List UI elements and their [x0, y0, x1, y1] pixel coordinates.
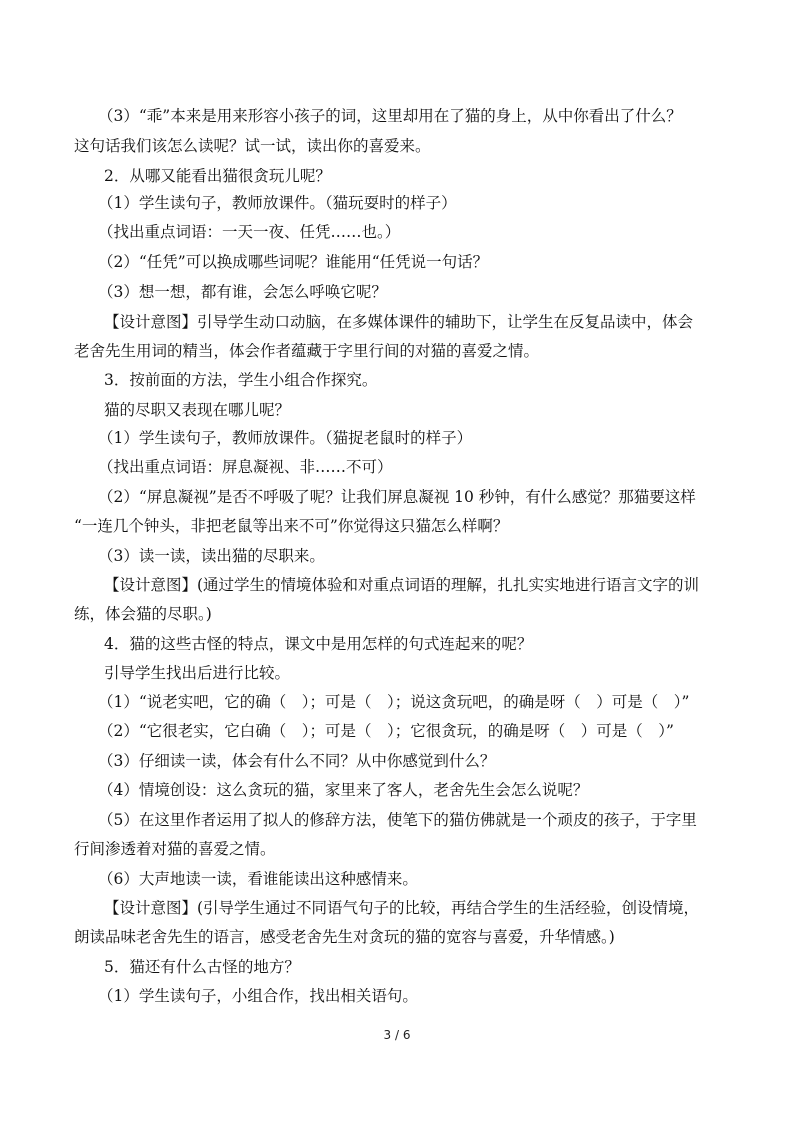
- text-line: 【设计意图】(引导学生通过不同语气句子的比较，再结合学生的生活经验，创设情境，: [104, 899, 700, 917]
- text-line: （3）想一想，都有谁，会怎么呼唤它呢？: [98, 283, 387, 301]
- text-line: 这句话我们该怎么读呢？试一试，读出你的喜爱来。: [74, 137, 431, 155]
- text-line: “一连几个钟头，非把老鼠等出来不可”你觉得这只猫怎么样啊？: [74, 517, 509, 535]
- text-line: 3．按前面的方法，学生小组合作探究。: [104, 371, 378, 389]
- text-line: 【设计意图】引导学生动口动脑，在多媒体课件的辅助下，让学生在反复品读中，体会: [104, 313, 694, 331]
- text-line: （1）“说老实吧，它的确（ ）；可是（ ）；说这贪玩吧，的确是呀（ ）可是（ ）”: [98, 693, 690, 711]
- text-line: 朗读品味老舍先生的语言，感受老舍先生对贪玩的猫的宽容与喜爱，升华情感。): [74, 928, 615, 946]
- text-line: 猫的尽职又表现在哪儿呢？: [104, 401, 291, 419]
- text-line: （找出重点词语：屏息凝视、非……不可）: [98, 458, 393, 476]
- text-line: （1）学生读句子，教师放课件。（猫玩耍时的样子）: [98, 194, 457, 212]
- text-line: 【设计意图】(通过学生的情境体验和对重点词语的理解，扎扎实实地进行语言文字的训: [104, 576, 700, 594]
- text-line: （3）读一读，读出猫的尽职来。: [98, 547, 325, 565]
- text-line: （2）“屏息凝视”是否不呼吸了呢？让我们屏息凝视 10 秒钟，有什么感觉？那猫要这样: [98, 488, 696, 506]
- text-line: 练，体会猫的尽职。): [74, 605, 212, 623]
- text-line: （2）“任凭”可以换成哪些词呢？谁能用“任凭说一句话？: [98, 253, 489, 271]
- text-line: （6）大声地读一读，看谁能读出这种感情来。: [98, 870, 418, 888]
- text-line: （3）“乖”本来是用来形容小孩子的词，这里却用在了猫的身上，从中你看出了什么？: [98, 107, 682, 125]
- text-line: （1）学生读句子，教师放课件。（猫捉老鼠时的样子）: [98, 429, 473, 447]
- text-line: 行间渗透着对猫的喜爱之情。: [74, 840, 276, 858]
- text-line: （1）学生读句子，小组合作，找出相关语句。: [98, 987, 418, 1005]
- text-line: 5．猫还有什么古怪的地方？: [104, 958, 300, 976]
- text-line: （3）仔细读一读，体会有什么不同？从中你感觉到什么？: [98, 752, 496, 770]
- text-line: 老舍先生用词的精当，体会作者蕴藏于字里行间的对猫的喜爱之情。: [74, 342, 540, 360]
- text-line: 引导学生找出后进行比较。: [104, 664, 291, 682]
- text-line: （5）在这里作者运用了拟人的修辞方法，使笔下的猫仿佛就是一个顽皮的孩子，于字里: [98, 811, 697, 829]
- text-line: （2）“它很老实，它白确（ ）；可是（ ）；它很贪玩，的确是呀（ ）可是（ ）”: [98, 722, 674, 740]
- text-line: 2．从哪又能看出猫很贪玩儿呢？: [104, 167, 331, 185]
- text-line: 4．猫的这些古怪的特点，课文中是用怎样的句式连起来的呢？: [104, 635, 533, 653]
- text-line: （找出重点词语：一天一夜、任凭……也。）: [98, 223, 401, 241]
- page-number: 3 / 6: [383, 1028, 411, 1042]
- text-line: （4）情境创设：这么贪玩的猫，家里来了客人，老舍先生会怎么说呢？: [98, 781, 589, 799]
